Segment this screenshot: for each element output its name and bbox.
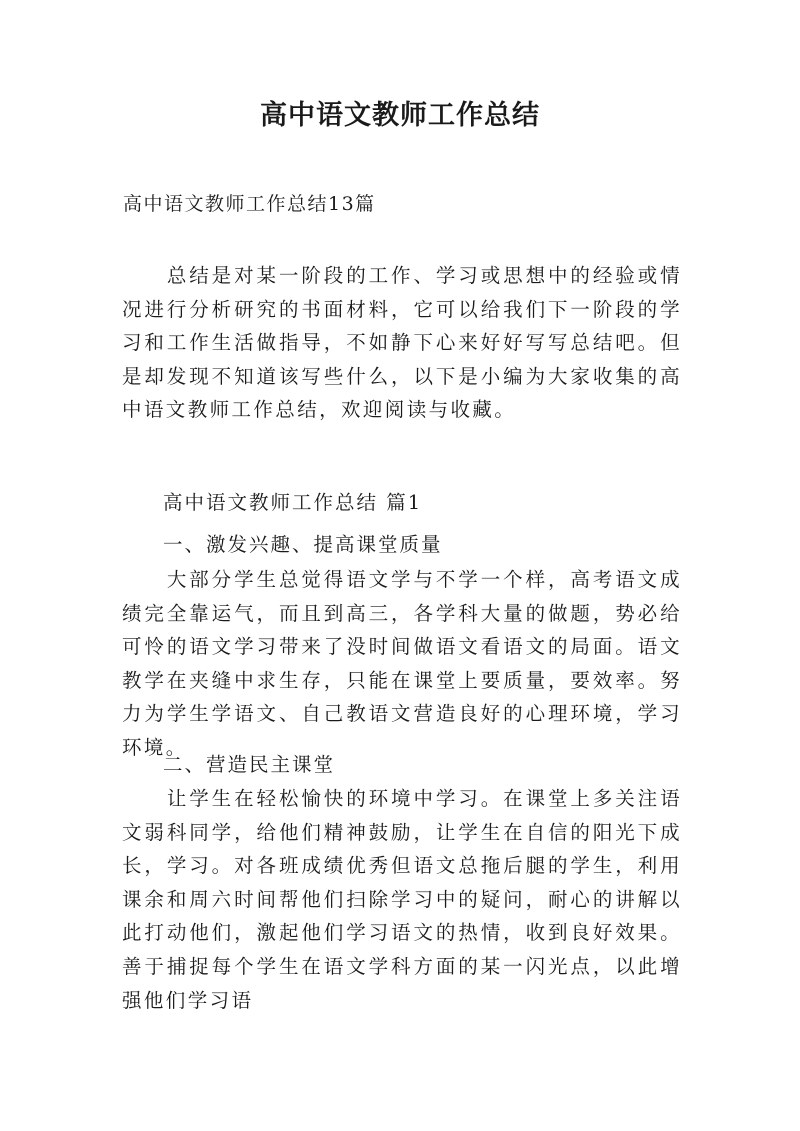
intro-paragraph: 总结是对某一阶段的工作、学习或思想中的经验或情况进行分析研究的书面材料，它可以给我们下一阶段的学习和工作生活做指导，不如静下心来好好写写总结吧。但是却发现不知道该写些什么，以下是小编为大家收集的高中语文教师工作总结，欢迎阅读与收藏。 bbox=[122, 264, 682, 422]
section2-paragraph: 让学生在轻松愉快的环境中学习。在课堂上多关注语文弱科同学，给他们精神鼓励，让学生在自信的阳光下成长，学习。对各班成绩优秀但语文总拖后腿的学生，利用课余和周六时间帮他们扫除学习中的疑问，耐心的讲解以此打动他们，激起他们学习语文的热情，收到良好效果。善于捕捉每个学生在语文学科方面的某一闪光点，以此增强他们学习语 bbox=[122, 787, 682, 1012]
part1-heading: 高中语文教师工作总结 篇1 bbox=[163, 491, 423, 514]
section1-paragraph: 大部分学生总觉得语文学与不学一个样，高考语文成绩完全靠运气，而且到高三，各学科大量的做题，势必给可怜的语文学习带来了没时间做语文看语文的局面。语文教学在夹缝中求生存，只能在课堂上要质量，要效率。努力为学生学语文、自己教语文营造良好的心理环境，学习环境。 bbox=[122, 568, 682, 759]
document-title: 高中语文教师工作总结 bbox=[260, 100, 540, 131]
section1-heading: 一、激发兴趣、提高课堂质量 bbox=[163, 533, 443, 556]
document-subtitle: 高中语文教师工作总结13篇 bbox=[123, 193, 376, 215]
section2-heading: 二、营造民主课堂 bbox=[163, 753, 336, 776]
